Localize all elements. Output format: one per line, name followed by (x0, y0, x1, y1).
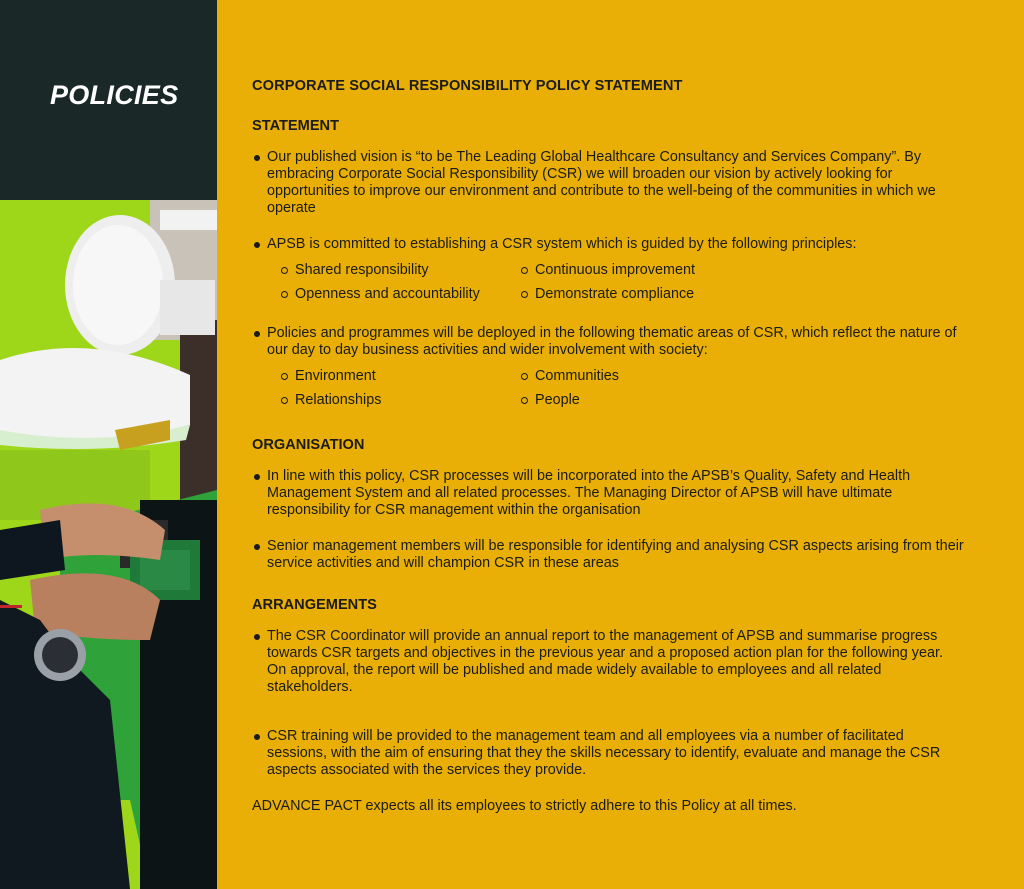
principle-item: Openness and accountability (280, 286, 520, 303)
document-title: CORPORATE SOCIAL RESPONSIBILITY POLICY STATEMENT (252, 78, 683, 94)
closing-statement: ADVANCE PACT expects all its employees to strictly adhere to this Policy at all times. (252, 798, 797, 814)
section-heading-organisation: ORGANISATION (252, 437, 365, 453)
principle-item: Demonstrate compliance (520, 286, 760, 303)
arrangements-bullet-training: CSR training will be provided to the management team and all employees via a number of facilitated sessions, with the aim of ensuring that they the skills necessary to identify, evaluate and manage the CSR aspects associated with the services they provide. (252, 728, 964, 779)
thematic-area-item: People (520, 392, 760, 409)
photo-electronics-workbench (0, 200, 217, 889)
sidebar-title: POLICIES (50, 80, 179, 110)
statement-bullet-principles: APSB is committed to establishing a CSR system which is guided by the following principles: (252, 236, 964, 253)
sidebar (0, 0, 217, 889)
organisation-bullet-senior-management: Senior management members will be responsible for identifying and analysing CSR aspects arising from their service activities and will champion CSR in these areas (252, 538, 964, 572)
section-heading-statement: STATEMENT (252, 118, 340, 134)
sidebar-header (0, 0, 217, 200)
principles-list (280, 262, 972, 303)
thematic-area-item: Environment (280, 368, 520, 385)
organisation-bullet-processes: In line with this policy, CSR processes will be incorporated into the APSB’s Quality, Safety and Health Management System and all related processes. The Managing Director of APSB will have ultimate responsibility for CSR management within the organisation (252, 468, 964, 519)
statement-bullet-vision: Our published vision is “to be The Leading Global Healthcare Consultancy and Services Company”. By embracing Corporate Social Responsibility (CSR) we will broaden our vision by actively looking for opportunities to improve our environment and contribute to the well-being of the communities in which we operate (252, 149, 964, 217)
statement-bullet-thematic-areas: Policies and programmes will be deployed in the following thematic areas of CSR, which reflect the nature of our day to day business activities and wider involvement with society: (252, 325, 964, 359)
policy-document (252, 78, 972, 815)
section-heading-arrangements: ARRANGEMENTS (252, 597, 377, 613)
thematic-area-item: Communities (520, 368, 760, 385)
thematic-areas-list (280, 368, 972, 409)
principle-item: Shared responsibility (280, 262, 520, 279)
principle-item: Continuous improvement (520, 262, 760, 279)
thematic-area-item: Relationships (280, 392, 520, 409)
arrangements-bullet-annual-report: The CSR Coordinator will provide an annual report to the management of APSB and summarise progress towards CSR targets and objectives in the previous year and a proposed action plan for the following year. On approval, the report will be published and made widely available to employees and all related stakeholders. (252, 628, 964, 696)
